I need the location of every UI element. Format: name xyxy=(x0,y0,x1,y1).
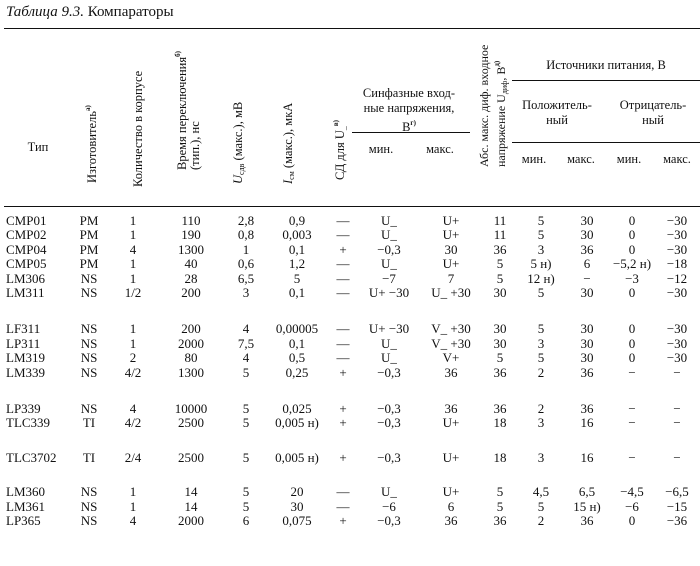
cell-uoff: 3 xyxy=(242,285,250,301)
cell-cmmax: 6 xyxy=(447,498,455,514)
cell-sd: — xyxy=(336,256,350,272)
cell-cmmin: −0,3 xyxy=(377,364,401,380)
cell-uoff: 4 xyxy=(242,350,250,366)
cell-pmin: 5 xyxy=(537,285,545,301)
table-caption xyxy=(6,4,174,21)
cell-mfr: NS xyxy=(80,484,98,500)
cell-type: LM311 xyxy=(6,285,45,301)
cell-nmin: −5,2 н) xyxy=(612,256,652,272)
cell-cmmax: U+ xyxy=(442,415,460,431)
cell-nmin: 0 xyxy=(628,321,636,337)
cell-uoff: 5 xyxy=(242,364,250,380)
table-row xyxy=(4,416,700,430)
cell-cmmax: 7 xyxy=(447,270,455,286)
header-bottom-rule xyxy=(4,206,700,207)
cell-nmax: − xyxy=(673,449,681,465)
cell-type: CMP05 xyxy=(6,256,47,272)
caption-number: Таблица 9.3. xyxy=(6,4,84,20)
table-row xyxy=(4,322,700,336)
cell-time: 10000 xyxy=(174,401,208,417)
cell-cmmin: −0,3 xyxy=(377,449,401,465)
cell-time: 40 xyxy=(184,256,198,272)
cell-pmin: 2 xyxy=(537,364,545,380)
cell-count: 2 xyxy=(129,350,137,366)
cell-pmin: 5 xyxy=(537,213,545,228)
cell-nmin: 0 xyxy=(628,513,636,529)
cell-type: CMP01 xyxy=(6,213,47,228)
caption-title: Компараторы xyxy=(87,4,174,20)
cell-cmmin: U_ xyxy=(381,350,397,366)
cell-time: 2000 xyxy=(178,335,204,351)
cell-nmax: −30 xyxy=(666,285,688,301)
cell-pmax: 36 xyxy=(580,364,594,380)
cell-nmin: 0 xyxy=(628,213,636,228)
cell-nmin: 0 xyxy=(628,285,636,301)
cell-diff: 36 xyxy=(493,241,507,257)
table-row xyxy=(4,286,700,300)
cell-mfr: NS xyxy=(80,285,98,301)
cell-mfr: NS xyxy=(80,364,98,380)
table-body xyxy=(4,214,700,529)
cell-pmax: 30 xyxy=(580,321,594,337)
cell-diff: 5 xyxy=(496,256,504,272)
cell-type: CMP02 xyxy=(6,227,47,243)
cell-count: 1 xyxy=(129,321,137,337)
cell-nmin: − xyxy=(628,364,636,380)
cell-cmmin: U_ xyxy=(381,335,397,351)
cell-type: LM339 xyxy=(6,364,45,380)
cell-count: 1 xyxy=(129,498,137,514)
table-row xyxy=(4,257,700,271)
cell-uoff: 5 xyxy=(242,449,250,465)
cell-nmax: −6,5 xyxy=(665,484,689,500)
cell-nmin: 0 xyxy=(628,227,636,243)
cell-cmmax: U+ xyxy=(442,484,460,500)
cell-time: 14 xyxy=(184,498,198,514)
cell-time: 200 xyxy=(181,285,201,301)
common-mode-rule xyxy=(352,132,470,133)
cell-mfr: NS xyxy=(80,270,98,286)
cell-diff: 36 xyxy=(493,513,507,529)
cell-pmax: 16 xyxy=(580,449,594,465)
cell-pmin: 3 xyxy=(537,449,545,465)
cell-pmin: 5 xyxy=(537,498,545,514)
cell-diff: 18 xyxy=(493,415,507,431)
table-row xyxy=(4,514,700,528)
cell-uoff: 6,5 xyxy=(237,270,255,286)
cell-uoff: 5 xyxy=(242,484,250,500)
cell-pmax: 6,5 xyxy=(578,484,596,500)
cell-sd: + xyxy=(339,513,347,529)
cell-mfr: PM xyxy=(79,213,99,228)
cell-pmin: 2 xyxy=(537,401,545,417)
cell-pmax: 30 xyxy=(580,335,594,351)
cell-uoff: 0,6 xyxy=(237,256,255,272)
cell-cmmax: U+ xyxy=(442,256,460,272)
cell-uoff: 7,5 xyxy=(237,335,255,351)
cell-nmax: − xyxy=(673,415,681,431)
cell-mfr: NS xyxy=(80,513,98,529)
cell-pmin: 5 xyxy=(537,321,545,337)
cell-cmmax: U_ +30 xyxy=(431,285,471,301)
cell-cmmin: −0,3 xyxy=(377,513,401,529)
group-spacer xyxy=(4,380,700,402)
cell-sd: — xyxy=(336,270,350,286)
cell-type: TLC3702 xyxy=(6,449,57,465)
cell-count: 4/2 xyxy=(124,415,142,431)
cell-sd: — xyxy=(336,213,350,228)
cell-ibias: 1,2 xyxy=(288,256,306,272)
cell-uoff: 5 xyxy=(242,498,250,514)
cell-cmmax: V_ +30 xyxy=(431,321,471,337)
cell-pmax: 30 xyxy=(580,213,594,228)
table-row xyxy=(4,337,700,351)
header-negative: Отрицатель- ный xyxy=(619,98,687,127)
table-row xyxy=(4,485,700,499)
cell-pmax: 30 xyxy=(580,227,594,243)
cell-cmmin: −0,3 xyxy=(377,241,401,257)
cell-pmin: 3 xyxy=(537,415,545,431)
cell-cmmin: U_ xyxy=(381,256,397,272)
cell-uoff: 0,8 xyxy=(237,227,255,243)
cell-ibias: 0,003 xyxy=(282,227,312,243)
header-cm-min: мин. xyxy=(368,142,394,156)
table-row xyxy=(4,500,700,514)
cell-diff: 5 xyxy=(496,270,504,286)
cell-nmin: 0 xyxy=(628,350,636,366)
cell-type: LM306 xyxy=(6,270,45,286)
cell-cmmax: 30 xyxy=(444,241,458,257)
cell-count: 1 xyxy=(129,484,137,500)
supply-sub-rule xyxy=(512,142,700,143)
cell-nmin: − xyxy=(628,449,636,465)
cell-count: 1 xyxy=(129,270,137,286)
cell-nmax: −30 xyxy=(666,241,688,257)
cell-diff: 30 xyxy=(493,285,507,301)
table-row xyxy=(4,272,700,286)
cell-count: 1 xyxy=(129,335,137,351)
cell-nmax: −36 xyxy=(666,513,688,529)
cell-pmin: 3 xyxy=(537,335,545,351)
cell-uoff: 2,8 xyxy=(237,213,255,228)
cell-ibias: 0,25 xyxy=(285,364,309,380)
cell-nmin: −3 xyxy=(625,270,639,286)
cell-type: LP365 xyxy=(6,513,41,529)
table-row xyxy=(4,351,700,365)
cell-sd: — xyxy=(336,227,350,243)
cell-cmmin: U_ xyxy=(381,484,397,500)
cell-pmax: 16 xyxy=(580,415,594,431)
header-neg-max: макс. xyxy=(663,152,691,166)
cell-diff: 36 xyxy=(493,364,507,380)
cell-cmmin: −0,3 xyxy=(377,415,401,431)
cell-diff: 30 xyxy=(493,321,507,337)
cell-diff: 30 xyxy=(493,335,507,351)
cell-ibias: 20 xyxy=(290,484,304,500)
cell-nmax: −30 xyxy=(666,335,688,351)
group-spacer xyxy=(4,431,700,451)
cell-cmmax: V+ xyxy=(442,350,460,366)
cell-diff: 11 xyxy=(493,227,507,243)
header-pos-min: мин. xyxy=(521,152,547,166)
cell-mfr: PM xyxy=(79,241,99,257)
header-common-mode: Синфазные вход- ные напряжения, $В^{г)}$ xyxy=(362,86,456,134)
cell-pmax: 36 xyxy=(580,241,594,257)
cell-uoff: 6 xyxy=(242,513,250,529)
cell-sd: — xyxy=(336,484,350,500)
cell-mfr: NS xyxy=(80,401,98,417)
cell-uoff: 1 xyxy=(242,241,250,257)
cell-cmmax: V_ +30 xyxy=(431,335,471,351)
supply-rule xyxy=(512,80,700,81)
cell-pmax: 30 xyxy=(580,350,594,366)
cell-cmmax: 36 xyxy=(444,364,458,380)
cell-sd: — xyxy=(336,335,350,351)
cell-time: 80 xyxy=(184,350,198,366)
table-row xyxy=(4,243,700,257)
cell-mfr: NS xyxy=(80,498,98,514)
cell-time: 2500 xyxy=(178,415,204,431)
header-type: Тип xyxy=(27,140,49,154)
cell-cmmin: U_ xyxy=(381,227,397,243)
table-row xyxy=(4,402,700,416)
cell-cmmax: 36 xyxy=(444,401,458,417)
cell-type: LP311 xyxy=(6,335,41,351)
cell-time: 110 xyxy=(181,213,201,228)
cell-time: 1300 xyxy=(178,364,204,380)
cell-uoff: 5 xyxy=(242,415,250,431)
cell-nmax: −12 xyxy=(666,270,688,286)
cell-count: 4/2 xyxy=(124,364,142,380)
cell-diff: 11 xyxy=(493,213,507,228)
cell-pmax: 36 xyxy=(580,401,594,417)
cell-diff: 5 xyxy=(496,498,504,514)
cell-nmin: −4,5 xyxy=(620,484,644,500)
cell-mfr: TI xyxy=(82,415,96,431)
cell-pmax: − xyxy=(583,270,591,286)
cell-nmax: − xyxy=(673,401,681,417)
cell-nmax: −18 xyxy=(666,256,688,272)
cell-ibias: 0,9 xyxy=(288,213,306,228)
cell-diff: 36 xyxy=(493,401,507,417)
cell-time: 2000 xyxy=(178,513,204,529)
cell-type: LF311 xyxy=(6,321,41,337)
cell-time: 28 xyxy=(184,270,198,286)
cell-sd: — xyxy=(336,350,350,366)
cell-sd: — xyxy=(336,321,350,337)
cell-sd: + xyxy=(339,449,347,465)
cell-mfr: NS xyxy=(80,335,98,351)
group-spacer xyxy=(4,465,700,485)
cell-pmin: 5 н) xyxy=(530,256,552,272)
header-top-rule xyxy=(4,28,700,29)
cell-type: LP339 xyxy=(6,401,41,417)
cell-ibias: 0,1 xyxy=(288,285,306,301)
cell-count: 1 xyxy=(129,227,137,243)
cell-mfr: NS xyxy=(80,350,98,366)
cell-pmax: 15 н) xyxy=(573,498,601,514)
cell-pmin: 5 xyxy=(537,350,545,366)
cell-mfr: PM xyxy=(79,256,99,272)
cell-sd: — xyxy=(336,285,350,301)
table-row xyxy=(4,451,700,465)
cell-ibias: 0,075 xyxy=(282,513,312,529)
table-row xyxy=(4,366,700,380)
cell-nmax: −30 xyxy=(666,213,688,228)
cell-nmin: −6 xyxy=(625,498,639,514)
cell-pmax: 36 xyxy=(580,513,594,529)
cell-uoff: 4 xyxy=(242,321,250,337)
cell-mfr: NS xyxy=(80,321,98,337)
header-cm-max: макс. xyxy=(426,142,454,156)
cell-ibias: 0,5 xyxy=(288,350,306,366)
cell-mfr: TI xyxy=(82,449,96,465)
cell-ibias: 0,1 xyxy=(288,241,306,257)
cell-cmmax: U+ xyxy=(442,227,460,243)
cell-time: 1300 xyxy=(178,241,204,257)
cell-ibias: 0,025 xyxy=(282,401,312,417)
cell-count: 1/2 xyxy=(124,285,142,301)
cell-pmin: 2 xyxy=(537,513,545,529)
cell-ibias: 30 xyxy=(290,498,304,514)
cell-count: 4 xyxy=(129,513,137,529)
header-neg-min: мин. xyxy=(616,152,642,166)
table-row xyxy=(4,228,700,242)
cell-count: 4 xyxy=(129,401,137,417)
cell-type: LM361 xyxy=(6,498,45,514)
cell-pmin: 3 xyxy=(537,241,545,257)
cell-cmmin: −0,3 xyxy=(377,401,401,417)
cell-pmin: 5 xyxy=(537,227,545,243)
cell-count: 4 xyxy=(129,241,137,257)
cell-ibias: 0,005 н) xyxy=(275,415,319,431)
cell-sd: + xyxy=(339,401,347,417)
cell-ibias: 5 xyxy=(293,270,301,286)
cell-pmax: 6 xyxy=(583,256,591,272)
cell-type: LM360 xyxy=(6,484,45,500)
cell-cmmin: U+ −30 xyxy=(368,321,410,337)
cell-nmax: −15 xyxy=(666,498,688,514)
cell-cmmax: U+ xyxy=(442,449,460,465)
cell-sd: + xyxy=(339,364,347,380)
cell-time: 200 xyxy=(181,321,201,337)
cell-nmax: − xyxy=(673,364,681,380)
cell-nmin: − xyxy=(628,415,636,431)
table-row xyxy=(4,214,700,228)
cell-nmin: 0 xyxy=(628,241,636,257)
cell-nmin: − xyxy=(628,401,636,417)
cell-sd: — xyxy=(336,498,350,514)
cell-time: 2500 xyxy=(178,449,204,465)
cell-cmmin: U+ −30 xyxy=(368,285,410,301)
cell-pmax: 30 xyxy=(580,285,594,301)
cell-count: 1 xyxy=(129,256,137,272)
cell-nmax: −30 xyxy=(666,321,688,337)
cell-time: 190 xyxy=(181,227,201,243)
cell-ibias: 0,1 xyxy=(288,335,306,351)
cell-mfr: PM xyxy=(79,227,99,243)
cell-diff: 5 xyxy=(496,350,504,366)
cell-cmmax: 36 xyxy=(444,513,458,529)
cell-nmin: 0 xyxy=(628,335,636,351)
comparators-table xyxy=(4,214,700,529)
cell-nmax: −30 xyxy=(666,227,688,243)
cell-sd: + xyxy=(339,415,347,431)
cell-uoff: 5 xyxy=(242,401,250,417)
cell-cmmin: −6 xyxy=(382,498,396,514)
cell-sd: + xyxy=(339,241,347,257)
cell-ibias: 0,00005 xyxy=(275,321,319,337)
group-spacer xyxy=(4,300,700,322)
cell-count: 1 xyxy=(129,213,137,228)
cell-cmmin: U_ xyxy=(381,213,397,228)
cell-pmin: 4,5 xyxy=(532,484,550,500)
cell-cmmin: −7 xyxy=(382,270,396,286)
cell-time: 14 xyxy=(184,484,198,500)
cell-type: LM319 xyxy=(6,350,45,366)
cell-type: TLC339 xyxy=(6,415,51,431)
cell-pmin: 12 н) xyxy=(527,270,555,286)
cell-nmax: −30 xyxy=(666,350,688,366)
cell-diff: 18 xyxy=(493,449,507,465)
cell-type: CMP04 xyxy=(6,241,47,257)
header-supply: Источники питания, В xyxy=(546,58,666,72)
cell-count: 2/4 xyxy=(124,449,142,465)
cell-ibias: 0,005 н) xyxy=(275,449,319,465)
header-positive: Положитель- ный xyxy=(522,98,592,127)
header-pos-max: макс. xyxy=(567,152,595,166)
cell-cmmax: U+ xyxy=(442,213,460,228)
cell-diff: 5 xyxy=(496,484,504,500)
